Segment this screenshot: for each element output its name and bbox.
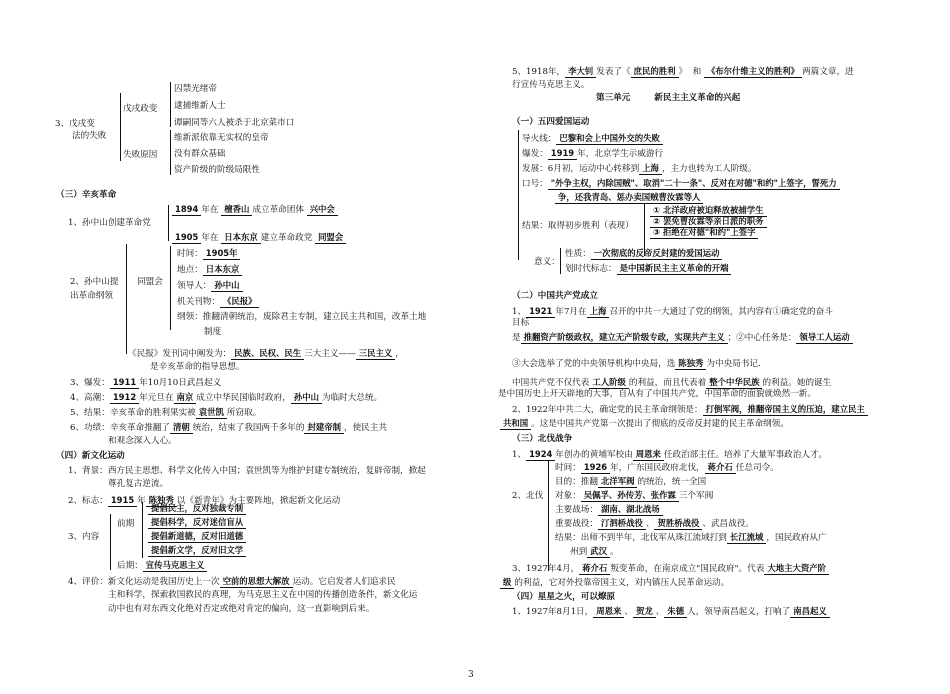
qq-item: 提倡新文学，反对旧文学 [148, 545, 246, 557]
wx-zb-brace [170, 82, 171, 127]
bf-head: （三）北伐战争 [512, 434, 573, 444]
nr-brace [110, 514, 111, 570]
wx-zb-item: 囚禁光绪帝 [174, 84, 217, 94]
ws-jieguo-item: ③ 拒绝在对德"和约"上签字 [650, 227, 758, 239]
wx-title-2: 法的失败 [72, 131, 107, 141]
gcd2-line-b: 共和国 。这是中国共产党第一次提出了彻底的反帝反封建的民主革命纲领。 [500, 418, 789, 430]
xingzhi: 性质： 一次彻底的反帝反封建的爱国运动 [565, 248, 722, 260]
gcd1-line-e: 中国共产党不仅代表 工人阶级 的利益，而且代表着 整个中华民族 的利益。她的诞生 [512, 377, 832, 388]
xh1-label: 1、孙中山创建革命党 [68, 218, 151, 228]
tmh-item: 机关刊物： 《民报》 [177, 296, 259, 308]
wx-zb: 戊戌政变 [123, 104, 158, 114]
wx-zb-item: 谭嗣同等六人被杀于北京菜市口 [174, 118, 295, 128]
xh2-label-1: 2、孙中山提 [70, 277, 119, 287]
bf2-item: 时间： 1926 年，广东国民政府北伐， 蒋介石 任总司令。 [555, 462, 779, 473]
biaozhi: 2、标志： 1915 年 陈独秀 以《新青年》为主要阵地，掀起新文化运动 [68, 495, 341, 506]
xh1-brace [168, 205, 169, 241]
gcd-head: （二）中国共产党成立 [512, 291, 598, 301]
kouhao: 口号： "外争主权，内除国贼"、取消"二十一条"、反对在对德"和约"上签字，誓死力 [522, 178, 840, 190]
beijing-2: 尊孔复古逆流。 [108, 479, 169, 489]
qq-item: 提倡民主，反对独裁专制 [148, 503, 246, 515]
bf2-item: 目的：推翻 北洋军阀 的统治，统一全国 [555, 476, 707, 487]
bf1-line: 1、 1924 年创办的黄埔军校由 周恩来 任政治部主任。培养了大量军事政治人才。 [512, 449, 828, 460]
bf2-item: 结果：出师不到半年，北伐军从珠江流域打到 长江流域 ，国民政府从广 [555, 532, 827, 543]
wx-sb: 失败原因 [123, 150, 158, 160]
kouhao-2: 争，还我青岛、惩办卖国贼曹汝霖等人 [555, 192, 703, 204]
fazhan: 发展：6月初，运动中心转移到 上海 ，主力也转为工人阶级。 [522, 163, 757, 174]
bf2-item: 州到 武汉 。 [570, 546, 619, 557]
bf2-item: 重要战役： 汀泗桥战役 、 贺胜桥战役 、武昌战役。 [555, 518, 754, 529]
ws-jieguo-item: ① 北洋政府被迫释放被捕学生 [650, 205, 767, 217]
wx-sb-brace [170, 130, 171, 175]
lidazhao-line: 5、1918年， 李大钊 发表了《 庶民的胜利 》 和 《布尔什维主义的胜利》 两篇文章，进 [512, 66, 854, 77]
pingjia-3: 动中也有对东西文化绝对否定或绝对肯定的偏向，这一直影响到后来。 [108, 604, 375, 614]
gangling-2: 制度 [204, 327, 222, 337]
gaochao: 4、高潮： 1912 年元旦在 南京 成立中华民国临时政府， 孙中山 为临时大总统。 [70, 392, 383, 403]
unit-title: 第三单元 新民主主义革命的兴起 [596, 93, 741, 103]
ws-jieguo-label: 结果：取得初步胜利（表现） [522, 221, 634, 231]
gcd1-line: 1、 1921 年7月在 上海 召开的中共一大通过了党的纲领，其内容有①确定党的奋斗 [512, 306, 833, 317]
wx-zb-item: 逮捕维新人士 [174, 101, 226, 111]
xh1-line1: 1894 年在 檀香山 成立革命团体 兴中会 [172, 204, 338, 216]
qq-brace [142, 502, 143, 558]
tmh-item: 地点： 日本东京 [177, 264, 242, 276]
wx-sb-item: 资产阶级的阶级局限性 [174, 165, 260, 175]
bf2-item: 对象： 吴佩孚、孙传芳、张作霖 三个军阀 [555, 490, 714, 501]
neirong: 3、内容 [68, 532, 100, 542]
lidazhao-line-2: 行宣传马克思主义。 [512, 80, 590, 90]
xwh-head: （四）新文化运动 [56, 451, 125, 461]
wx-title-1: 3、戊戌变 [55, 119, 95, 129]
tmh-item: 领导人： 孙中山 [177, 280, 243, 292]
wx-sb-item: 维新派依靠无实权的皇帝 [174, 133, 269, 143]
gongji-2: 和观念深入人心。 [108, 436, 177, 446]
gcd1-line-d: ③大会选举了党的中央领导机构中央局，选 陈独秀 为中央局书记. [512, 358, 761, 369]
gcd1-line-b: 目标 [512, 318, 530, 328]
yiyi: 意义： [534, 257, 560, 267]
bf3-line: 3、1927年4月， 蒋介石 叛变革命，在南京成立"国民政府"。代表 大地主大资产阶 [512, 563, 829, 575]
beijing-1: 1、背景：西方民主思想、科学文化传入中国；袁世凯等为维护封建专制统治，复辟帝制，掀起 [68, 466, 426, 476]
minbao-line-2: 是辛亥革命的指导思想。 [150, 362, 245, 372]
yiyi-brace [560, 248, 561, 274]
xh-head: （三）辛亥革命 [56, 190, 117, 200]
baofa: 3、爆发： 1911 年10月10日武昌起义 [70, 377, 222, 388]
minbao-line: 《民报》发刊词中阐发为： 民族、民权、民生 三大主义—— 三民主义 ， [128, 348, 404, 359]
ws-head: （一）五四爱国运动 [512, 117, 590, 127]
gcd1-line-f: 是中国历史上开天辟地的大事，自从有了中国共产党，中国革命的面貌就焕然一新。 [498, 389, 816, 399]
gcd2-line: 2、1922年中共二大，确定党的民主革命纲领是： 打倒军阀，推翻帝国主义的压迫，建立民主 [512, 404, 868, 416]
bf2-label: 2、北伐 [512, 491, 544, 501]
pingjia-2: 主和科学，探索救国救民的真理，为马克思主义在中国的传播创造条件，新文化运 [108, 590, 418, 600]
bf2-item: 主要战场： 湖南、湖北战场 [555, 504, 663, 516]
tmh-label: 同盟会 [137, 277, 163, 287]
xh2-label-2: 出革命纲领 [70, 291, 113, 301]
xx1-line: 1、1927年8月1日， 周恩来 、 贺龙 、 朱德 人，领导南昌起义，打响了 南昌起义 [512, 606, 830, 618]
bf3-line-b: 级 的利益，它对外投靠帝国主义，对内镇压人民革命运动。 [500, 577, 729, 589]
gcd1-line-c: 是 推翻资产阶级政权，建立无产阶级专政，实现共产主义 ；②中心任务是： 领导工人运动 [512, 332, 853, 344]
baofa-ws: 爆发： 1919 年，北京学生示威游行 [522, 148, 664, 159]
huashidai: 划时代标志： 是中国新民主主义革命的开端 [565, 263, 731, 275]
wx-brace [120, 93, 121, 161]
pingjia-1: 4、评价：新文化运动是我国历史上一次 空前的思想大解放 运动。它启发者人们追求民 [68, 576, 396, 587]
tmh-brace [170, 246, 171, 330]
gongji: 6、功绩：辛亥革命推翻了 清朝 统治，结束了我国两千多年的 封建帝制 ，使民主共 [70, 422, 387, 433]
tmh-item: 时间： 1905年 [177, 248, 240, 260]
wx-sb-item: 没有群众基础 [174, 149, 226, 159]
ws-brace [518, 130, 519, 260]
qq-item: 提倡科学，反对迷信盲从 [148, 517, 246, 529]
qq-item: 提倡新道德，反对旧道德 [148, 531, 246, 543]
ws-jieguo-item: ② 罢免曹汝霖等亲日派的职务 [650, 216, 767, 228]
xx-head: （四）星星之火，可以燎原 [512, 592, 616, 602]
gangling-1: 纲领：推翻清朝统治，废除君主专制，建立民主共和国，改革土地 [177, 312, 427, 322]
bf2-brace [548, 461, 549, 571]
page-number: 3 [468, 670, 474, 680]
daohuoxian: 导火线： 巴黎和会上中国外交的失败 [522, 133, 663, 145]
jieguo: 5、结果：辛亥革命的胜利果实被 袁世凯 所窃取。 [70, 407, 262, 418]
qianqi: 前期 [117, 519, 135, 529]
houqi: 后期： 宣传马克思主义 [117, 560, 207, 572]
xh2-brace [126, 244, 127, 354]
xh1-line2: 1905 年在 日本东京 建立革命政党 同盟会 [172, 232, 346, 244]
